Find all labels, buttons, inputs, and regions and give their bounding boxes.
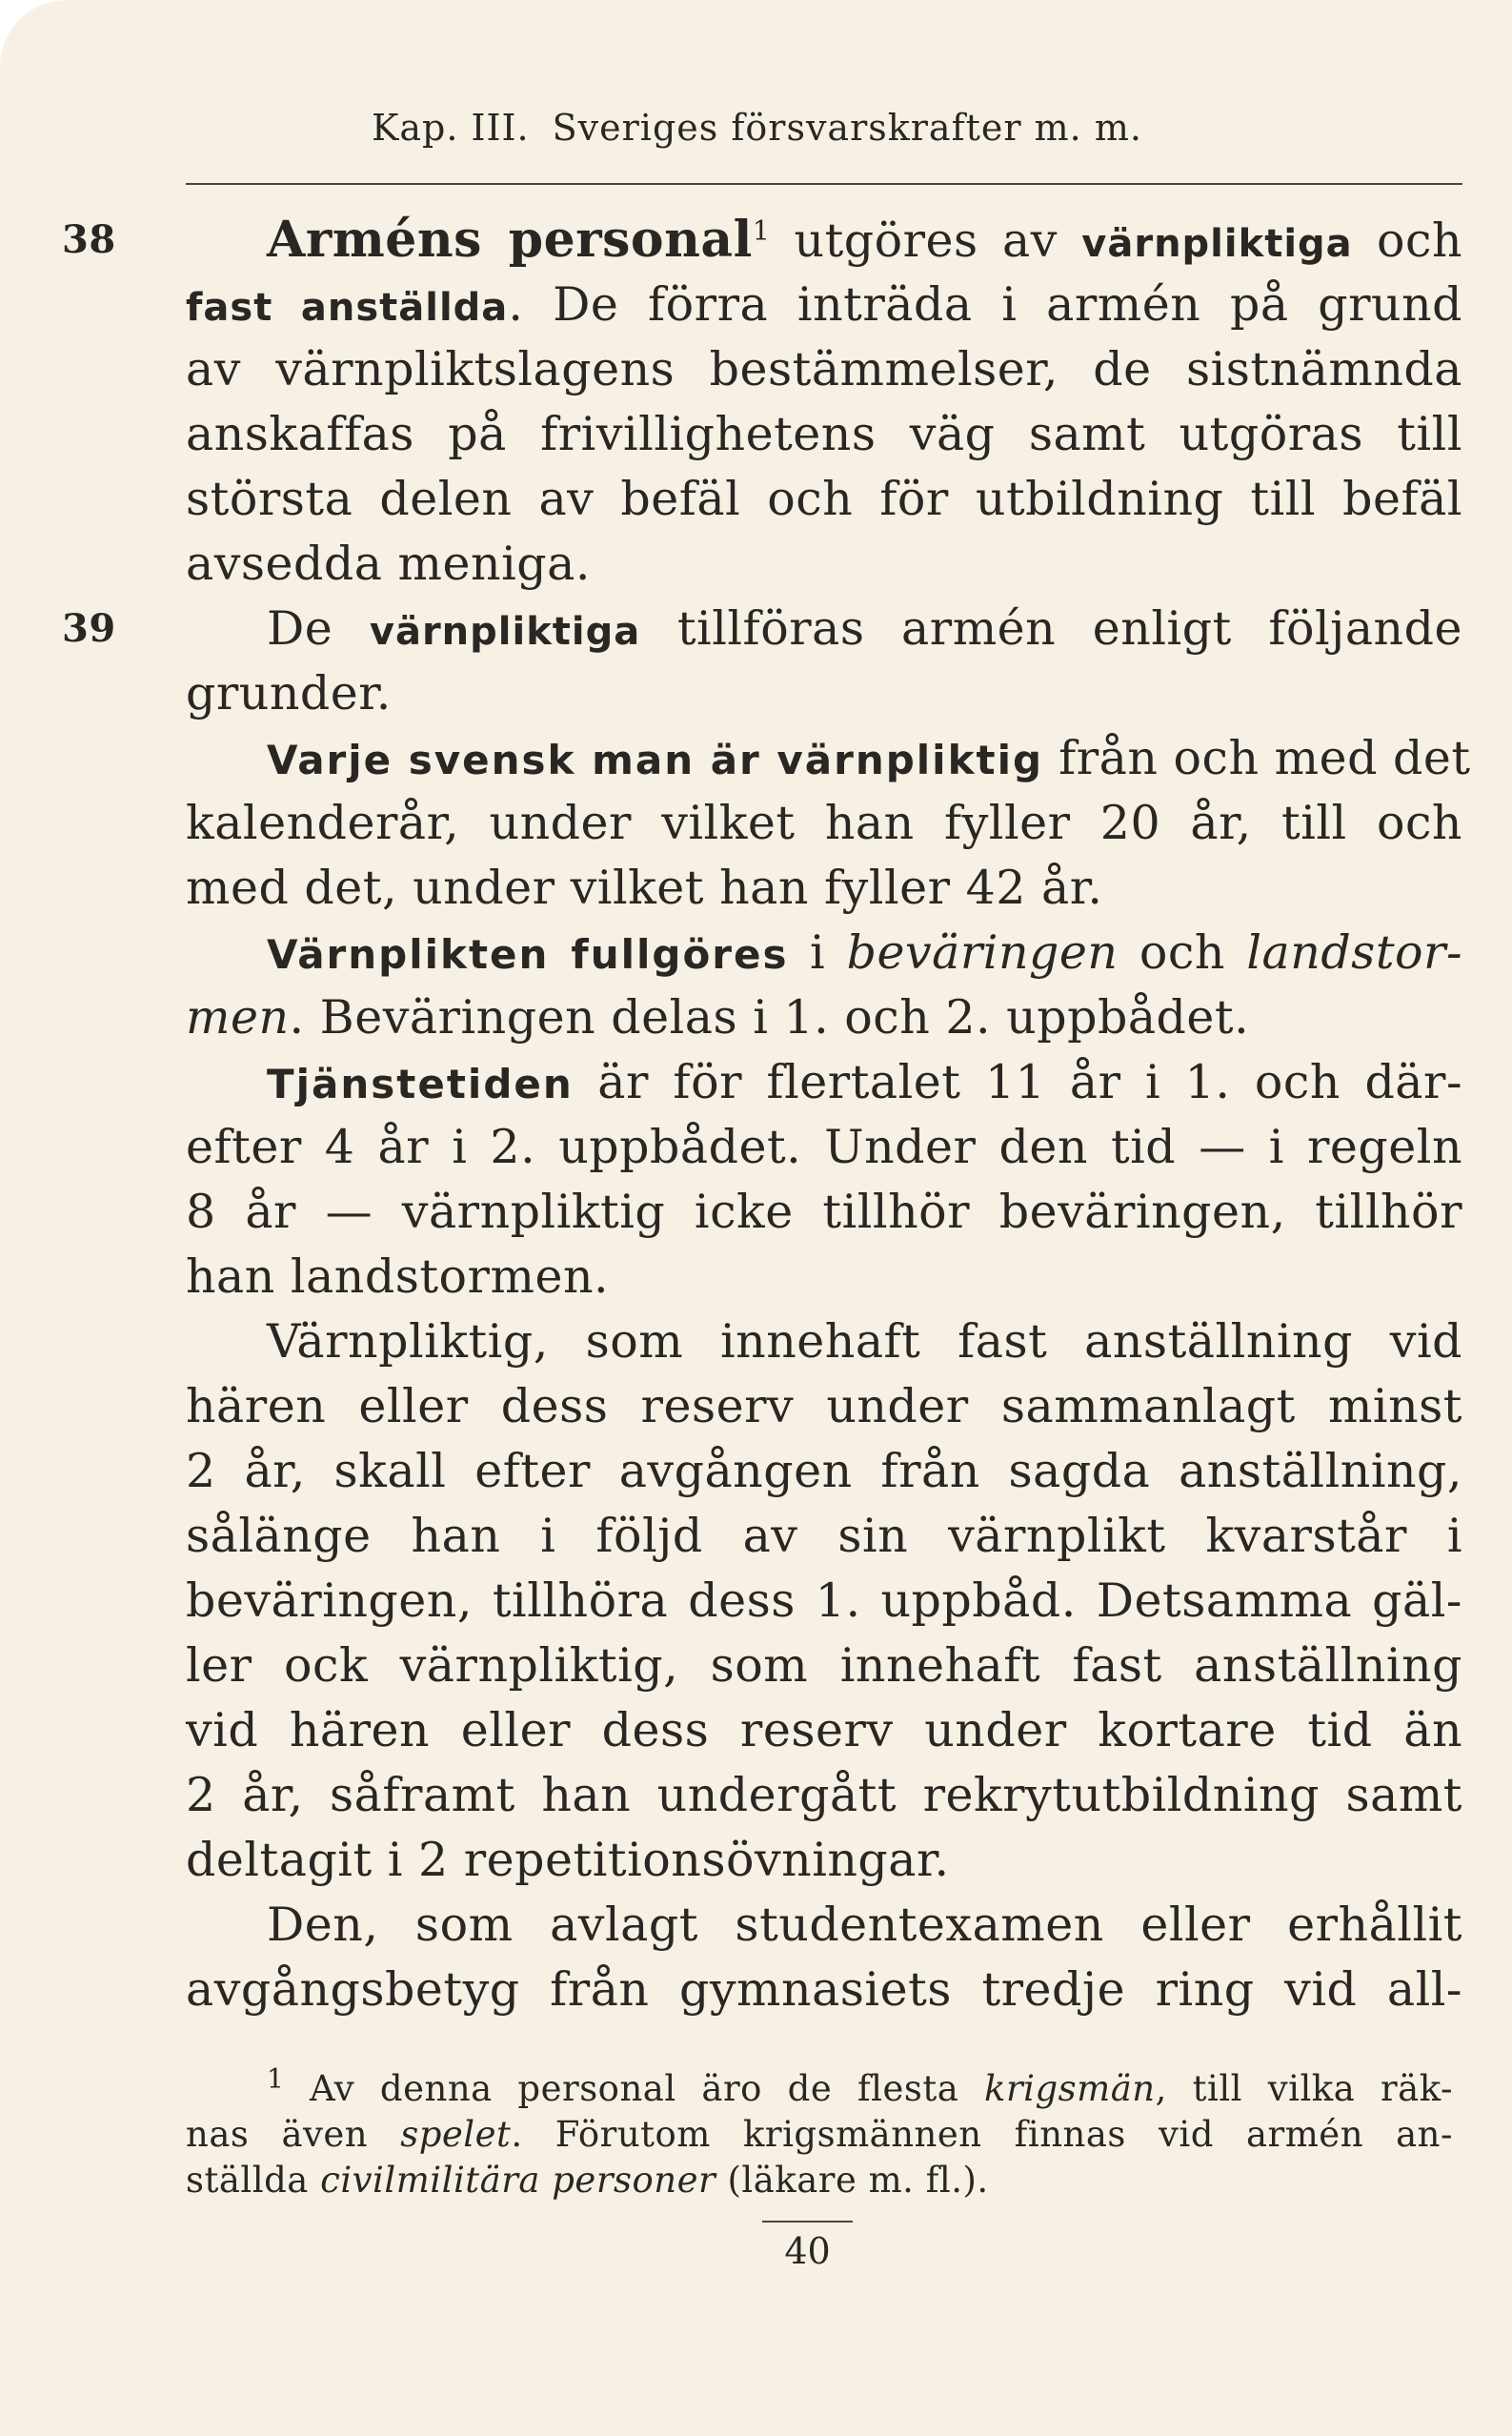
s39-p3-line-3: 8 år — värnpliktig icke tillhör beväringen, tillhör xyxy=(186,1185,1462,1239)
s39-p5-line-1: Den, som avlagt studentexamen eller erhållit xyxy=(267,1898,1462,1952)
footnote-italic-term: spelet xyxy=(400,2114,512,2155)
s39-p4-line-7: vid hären eller dess reserv under kortare tid än xyxy=(186,1703,1462,1757)
footnote-text: nas även xyxy=(186,2114,401,2155)
s39-italic-term: men xyxy=(186,990,290,1045)
s38-lead: Arméns personal xyxy=(267,211,753,269)
s38-line-2 xyxy=(186,273,1462,337)
running-title: Sveriges försvarskrafter m. m. xyxy=(552,107,1142,149)
footnote-text: ställda xyxy=(186,2160,321,2201)
page-number: 40 xyxy=(784,2230,831,2272)
footnote-italic-term: civilmilitära personer xyxy=(320,2160,716,2201)
s38-line-6: avsedda meniga. xyxy=(186,537,591,591)
s39-bold-term: värnpliktiga xyxy=(369,610,641,654)
s38-bold-term: fast anställda xyxy=(186,286,509,330)
s38-line-3: av värnpliktslagens bestämmelser, de sistnämnda xyxy=(186,342,1462,396)
s39-p3-lead: Tjänstetiden xyxy=(267,1061,574,1107)
s39-p1-line-1 xyxy=(186,726,1471,791)
s38-line-4: anskaffas på frivillighetens väg samt utgöras till xyxy=(186,407,1462,461)
s38-text: . De förra inträda i armén på grund xyxy=(508,277,1463,332)
running-head xyxy=(372,107,1229,149)
s39-p1-line-2: kalenderår, under vilket han fyller 20 år, till och xyxy=(186,796,1462,850)
s39-text: De xyxy=(267,601,370,656)
s39-p2-lead: Värnplikten fullgöres xyxy=(267,931,789,978)
s39-text: i xyxy=(788,925,847,980)
page-number-rule xyxy=(762,2221,853,2223)
s38-line-5: största delen av befäl och för utbildning till befäl xyxy=(186,472,1462,526)
s38-text: och xyxy=(1352,213,1463,268)
s39-italic-term: landstor- xyxy=(1246,925,1463,980)
footnote-text: (läkare m. fl.). xyxy=(716,2160,989,2201)
s39-p4-line-5: beväringen, tillhöra dess 1. uppbåd. Detsamma gäl- xyxy=(186,1573,1462,1628)
s39-line-1 xyxy=(62,597,1462,661)
footnote-text: , till vilka räk- xyxy=(1155,2068,1453,2109)
footnote-marker: 1 xyxy=(267,2062,285,2095)
footnote-line-2 xyxy=(186,2112,1453,2158)
footnote-text: Av denna personal äro de flesta xyxy=(284,2068,985,2109)
footnote-line-3 xyxy=(186,2158,1453,2203)
s39-line-2: grunder. xyxy=(186,666,392,721)
s39-p4-line-6: ler ock värnpliktig, som innehaft fast anställning xyxy=(186,1638,1462,1693)
s39-text: tillföras armén enligt följande xyxy=(640,601,1462,656)
footnote xyxy=(186,2062,1453,2203)
s39-p4-line-9: deltagit i 2 repetitionsövningar. xyxy=(186,1833,950,1887)
section-number-39: 39 xyxy=(62,606,116,651)
s39-text: och xyxy=(1118,925,1247,980)
s39-p2-line-1 xyxy=(186,921,1462,985)
s39-p3-line-2: efter 4 år i 2. uppbådet. Under den tid — i regeln xyxy=(186,1120,1462,1174)
footnote-text: . Förutom krigsmännen finnas vid armén an- xyxy=(511,2114,1453,2155)
footnote-line-1 xyxy=(186,2062,1453,2112)
s39-p2-line-2 xyxy=(186,985,1462,1050)
section-number-38: 38 xyxy=(62,217,116,262)
s39-p4-line-1: Värnpliktig, som innehaft fast anställning vid xyxy=(267,1314,1462,1369)
s38-bold-term: värnpliktiga xyxy=(1081,222,1353,266)
s38-line-1 xyxy=(62,208,1463,273)
s39-p1-lead: Varje svensk man är värnpliktig xyxy=(267,737,1044,783)
s39-text: . Beväringen delas i 1. och 2. uppbådet. xyxy=(289,990,1250,1045)
s38-text: utgöres av xyxy=(770,213,1082,268)
s39-p4-line-3: 2 år, skall efter avgången från sagda anställning, xyxy=(186,1444,1462,1498)
footnote-ref: 1 xyxy=(752,214,771,247)
s39-p5-line-2: avgångsbetyg från gymnasiets tredje ring vid all- xyxy=(186,1962,1462,2017)
s39-p4-line-4: sålänge han i följd av sin värnplikt kvarstår i xyxy=(186,1509,1462,1563)
s39-p3-line-4: han landstormen. xyxy=(186,1249,610,1304)
chapter-label: Kap. III. xyxy=(372,107,530,149)
s39-p4-line-2: hären eller dess reserv under sammanlagt minst xyxy=(186,1379,1462,1433)
s39-text: från och med det xyxy=(1043,731,1471,785)
footnote-italic-term: krigsmän xyxy=(984,2068,1156,2109)
s39-p4-line-8: 2 år, såframt han undergått rekrytutbildning samt xyxy=(186,1768,1462,1822)
s39-p3-line-1 xyxy=(186,1050,1462,1115)
s39-italic-term: beväringen xyxy=(846,925,1119,980)
s39-p1-line-3: med det, under vilket han fyller 42 år. xyxy=(186,861,1103,915)
s39-text: är för flertalet 11 år i 1. och där- xyxy=(573,1055,1462,1109)
header-rule xyxy=(186,183,1462,185)
body-text xyxy=(62,208,1471,2022)
